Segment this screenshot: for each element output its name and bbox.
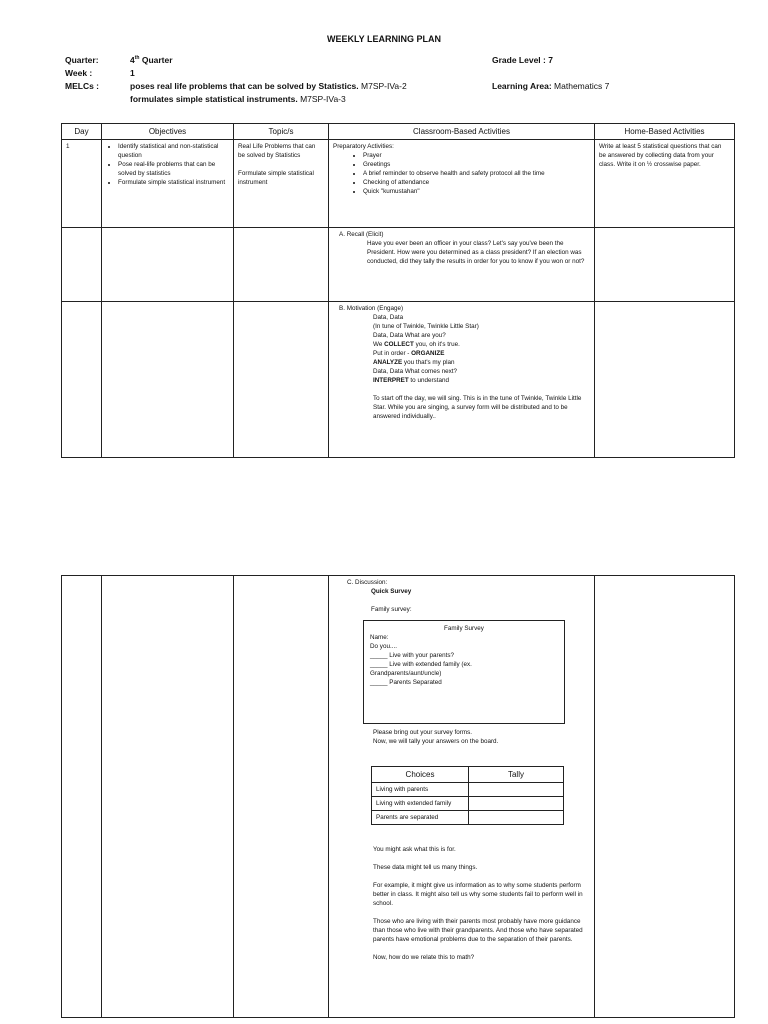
table-row xyxy=(62,228,735,302)
para: You might ask what this is for. xyxy=(373,846,456,853)
song-lyrics: Data, Data (In tune of Twinkle, Twinkle Little Star) Data, Data What are you? We COLLECT you, oh it's true. Put in order - ORGANIZE ANALYZE you that's my plan Data, Data What comes next? INTERPRET to understand xyxy=(373,314,479,384)
para: Now, how do we relate this to math? xyxy=(373,954,475,961)
recall-text: Have you ever been an officer in your class? Let's say you've been the President. How were you determined as a class president? If an election was conducted, did they tally the results in order for you to know if you won or not? xyxy=(367,240,585,265)
header-day: Day xyxy=(62,124,102,140)
tally-header-tally: Tally xyxy=(469,767,564,783)
learning-area: Learning Area: Mathematics 7 xyxy=(492,81,610,91)
survey-question: Do you.... xyxy=(370,643,397,650)
table-row xyxy=(62,576,735,1018)
table-row xyxy=(62,140,735,228)
header-home: Home-Based Activities xyxy=(595,124,735,140)
prep-item: • Prayer xyxy=(363,151,590,160)
motivation-cell xyxy=(329,302,595,458)
objectives-cell xyxy=(102,140,234,228)
week-value: 1 xyxy=(130,68,135,78)
quarter-label: Quarter: xyxy=(65,55,99,65)
prep-title: Preparatory Activities: xyxy=(333,143,394,150)
melc-1: poses real life problems that can be solved by Statistics. M7SP-IVa-2 xyxy=(130,81,407,91)
table-header-row xyxy=(62,124,735,140)
discussion-cell xyxy=(329,576,595,1018)
tally-row: Living with extended family xyxy=(372,797,564,811)
melcs-label: MELCs : xyxy=(65,81,99,91)
topic-2: Formulate simple statistical instrument xyxy=(238,170,314,186)
survey-option-cont: Grandparents/aunt/uncle) xyxy=(370,670,442,677)
recall-heading: A. Recall (Elicit) xyxy=(339,231,384,238)
home-cell: Write at least 5 statistical questions that can be answered by collecting data from your class. Write it on ½ crosswise paper. xyxy=(595,140,735,228)
week-label: Week : xyxy=(65,68,93,78)
instruction-2: Now, we will tally your answers on the board. xyxy=(373,738,499,745)
prep-item: • Greetings xyxy=(363,160,590,169)
topic-1: Real Life Problems that can be solved by Statistics xyxy=(238,143,316,159)
survey-name: Name: xyxy=(370,634,389,641)
objective-item: • Pose real-life problems that can be solved by statistics xyxy=(118,160,229,178)
objective-item: • Formulate simple statistical instrument xyxy=(118,178,229,187)
prep-item: • Quick "kumustahan" xyxy=(363,187,590,196)
topics-cell xyxy=(234,140,329,228)
motivation-heading: B. Motivation (Engage) xyxy=(339,305,404,312)
para: Those who are living with their parents most probably have more guidance than those who live with their grandparents. And those who have separated parents have emotional problems due to the separation of their parents. xyxy=(373,918,583,943)
tally-row: Living with parents xyxy=(372,783,564,797)
table-row xyxy=(62,302,735,458)
motivation-paragraph: To start off the day, we will sing. This is in the tune of Twinkle, Twinkle Little Star. While you are singing, a survey form will be distributed and to be answered individually.. xyxy=(373,395,582,420)
quarter-value: 4th Quarter xyxy=(130,55,173,65)
melc-2: formulates simple statistical instruments. M7SP-IVa-3 xyxy=(130,94,346,104)
discussion-text xyxy=(333,845,590,962)
tally-header-choices: Choices xyxy=(372,767,469,783)
survey-title: Family Survey xyxy=(444,625,484,632)
discussion-heading: C. Discussion: xyxy=(347,579,388,586)
recall-cell xyxy=(329,228,595,302)
plan-table-page-1 xyxy=(61,123,735,458)
objective-item: • Identify statistical and non-statistical question xyxy=(118,142,229,160)
header-classroom: Classroom-Based Activities xyxy=(329,124,595,140)
tally-table xyxy=(371,766,564,825)
instruction-1: Please bring out your survey forms. xyxy=(373,729,473,736)
survey-option: _____ Live with extended family (ex. xyxy=(370,661,472,668)
para: For example, it might give us information as to why some students perform better in class. It might also tell us why some students fail to perform well in school. xyxy=(373,882,583,907)
para: These data might tell us many things. xyxy=(373,864,478,871)
day-cell: 1 xyxy=(62,140,102,228)
header-objectives: Objectives xyxy=(102,124,234,140)
prep-item: • A brief reminder to observe health and safety protocol all the time xyxy=(363,169,590,178)
survey-form xyxy=(363,620,565,724)
header-topics: Topic/s xyxy=(234,124,329,140)
family-survey-label: Family survey: xyxy=(371,606,412,613)
quick-survey-title: Quick Survey xyxy=(371,588,412,595)
tally-row: Parents are separated xyxy=(372,811,564,825)
classroom-cell xyxy=(329,140,595,228)
survey-option: _____ Parents Separated xyxy=(370,679,442,686)
grade-level: Grade Level : 7 xyxy=(492,55,553,65)
survey-option: _____ Live with your parents? xyxy=(370,652,455,659)
page-title: WEEKLY LEARNING PLAN xyxy=(326,34,441,44)
plan-table-page-2 xyxy=(61,575,735,1018)
prep-item: • Checking of attendance xyxy=(363,178,590,187)
